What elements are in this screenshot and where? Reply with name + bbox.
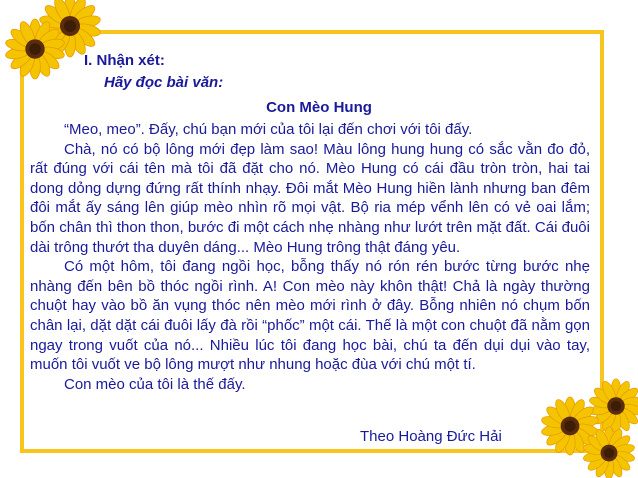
sunflower-icon xyxy=(4,18,66,80)
story-paragraph: Con mèo của tôi là thế đấy. xyxy=(64,375,246,393)
instruction-text: Hãy đọc bài văn: xyxy=(104,74,224,91)
story-paragraph: Chà, nó có bộ lông mới đẹp làm sao! Màu lông hung hung có sắc vằn đo đỏ, rất đúng với cái tên mà tôi đã đặt cho nó. Mèo Hung có cái đầu tròn tròn, hai tai dong dỏng dựng đứng rất thính nhạy. Đôi mắt Mèo Hung hiền lành nhưng ban đêm đôi mắt ấy sáng lên giúp mèo nhìn rõ mọi vật. Bộ ria mép vểnh lên có vẻ oai lắm; bốn chân thì thon thon, bước đi một cách nhẹ nhàng như lướt trên mặt đất. Cái đuôi dài trông thướt tha duyên dáng... Mèo Hung trông thật đáng yêu. xyxy=(30,140,590,256)
story-paragraph: Có một hôm, tôi đang ngồi học, bỗng thấy nó rón rén bước từng bước nhẹ nhàng đến bên bồ thóc ngồi rình. A! Con mèo này khôn thật! Chả là ngày thường chuột hay vào bồ ăn vụng thóc nên mèo mới rình ở đây. Bỗng nhiên nó chụm bốn chân lại, dặt dặt cái đuôi lấy đà rồi “phốc” một cái. Thế là một con chuột đã nằm gọn ngay trong vuốt của nó... Nhiều lúc tôi đang học bài, chú ta đến dụi dụi vào tay, muốn tôi vuốt ve bộ lông mượt như nhung hoặc đùa với chú một tí. xyxy=(30,258,590,374)
section-heading: I. Nhận xét: xyxy=(84,52,165,69)
story-author: Theo Hoàng Đức Hải xyxy=(360,428,502,445)
sunflower-icon xyxy=(582,426,636,478)
story-body xyxy=(30,120,590,394)
story-paragraph: “Meo, meo”. Đấy, chú bạn mới của tôi lại đến chơi với tôi đấy. xyxy=(64,121,473,138)
story-title: Con Mèo Hung xyxy=(266,99,372,116)
